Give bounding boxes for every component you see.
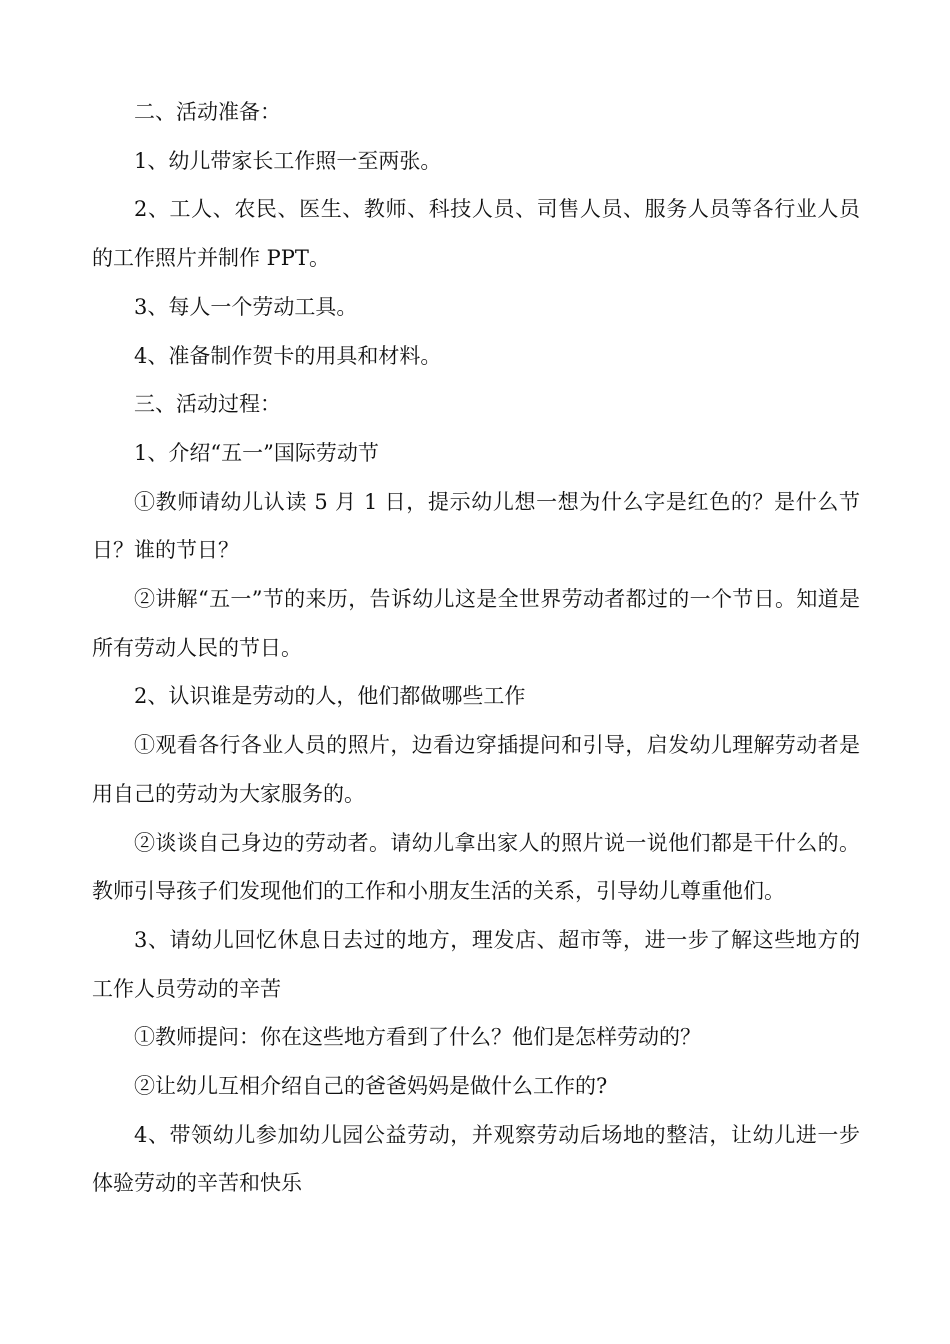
document-body xyxy=(92,88,860,1208)
process-step-2-sub-2: ②谈谈自己身边的劳动者。请幼儿拿出家人的照片说一说他们都是干什么的。教师引导孩子们发现他们的工作和小朋友生活的关系，引导幼儿尊重他们。 xyxy=(92,830,860,904)
process-step-3-sub-2: ②让幼儿互相介绍自己的爸爸妈妈是做什么工作的? xyxy=(134,1074,608,1099)
process-step-1-sub-2: ②讲解“五一”节的来历，告诉幼儿这是全世界劳动者都过的一个节日。知道是所有劳动人民的节日。 xyxy=(92,587,860,660)
process-step-4: 4、带领幼儿参加幼儿园公益劳动，并观察劳动后场地的整洁，让幼儿进一步体验劳动的辛苦和快乐 xyxy=(92,1122,860,1196)
preparation-item-4: 4、准备制作贺卡的用具和材料。 xyxy=(134,343,442,368)
process-step-3-sub-1: ①教师提问：你在这些地方看到了什么？他们是怎样劳动的？ xyxy=(134,1025,701,1050)
preparation-item-1: 1、幼儿带家长工作照一至两张。 xyxy=(134,148,442,173)
section-heading-preparation: 二、活动准备： xyxy=(134,100,281,124)
section-heading-process: 三、活动过程： xyxy=(134,392,281,417)
process-step-1: 1、介绍“五一”国际劳动节 xyxy=(134,440,379,465)
preparation-item-2: 2、工人、农民、医生、教师、科技人员、司售人员、服务人员等各行业人员的工作照片并制作 PPT。 xyxy=(92,197,860,271)
process-step-2-sub-1: ①观看各行各业人员的照片，边看边穿插提问和引导，启发幼儿理解劳动者是用自己的劳动为大家服务的。 xyxy=(92,733,860,806)
process-step-1-sub-1: ①教师请幼儿认读 5 月 1 日，提示幼儿想一想为什么字是红色的？是什么节日？谁的节日？ xyxy=(92,489,860,563)
process-step-3: 3、请幼儿回忆休息日去过的地方，理发店、超市等，进一步了解这些地方的工作人员劳动的辛苦 xyxy=(92,927,860,1001)
process-step-2: 2、认识谁是劳动的人，他们都做哪些工作 xyxy=(134,684,526,709)
preparation-item-3: 3、每人一个劳动工具。 xyxy=(134,294,358,319)
